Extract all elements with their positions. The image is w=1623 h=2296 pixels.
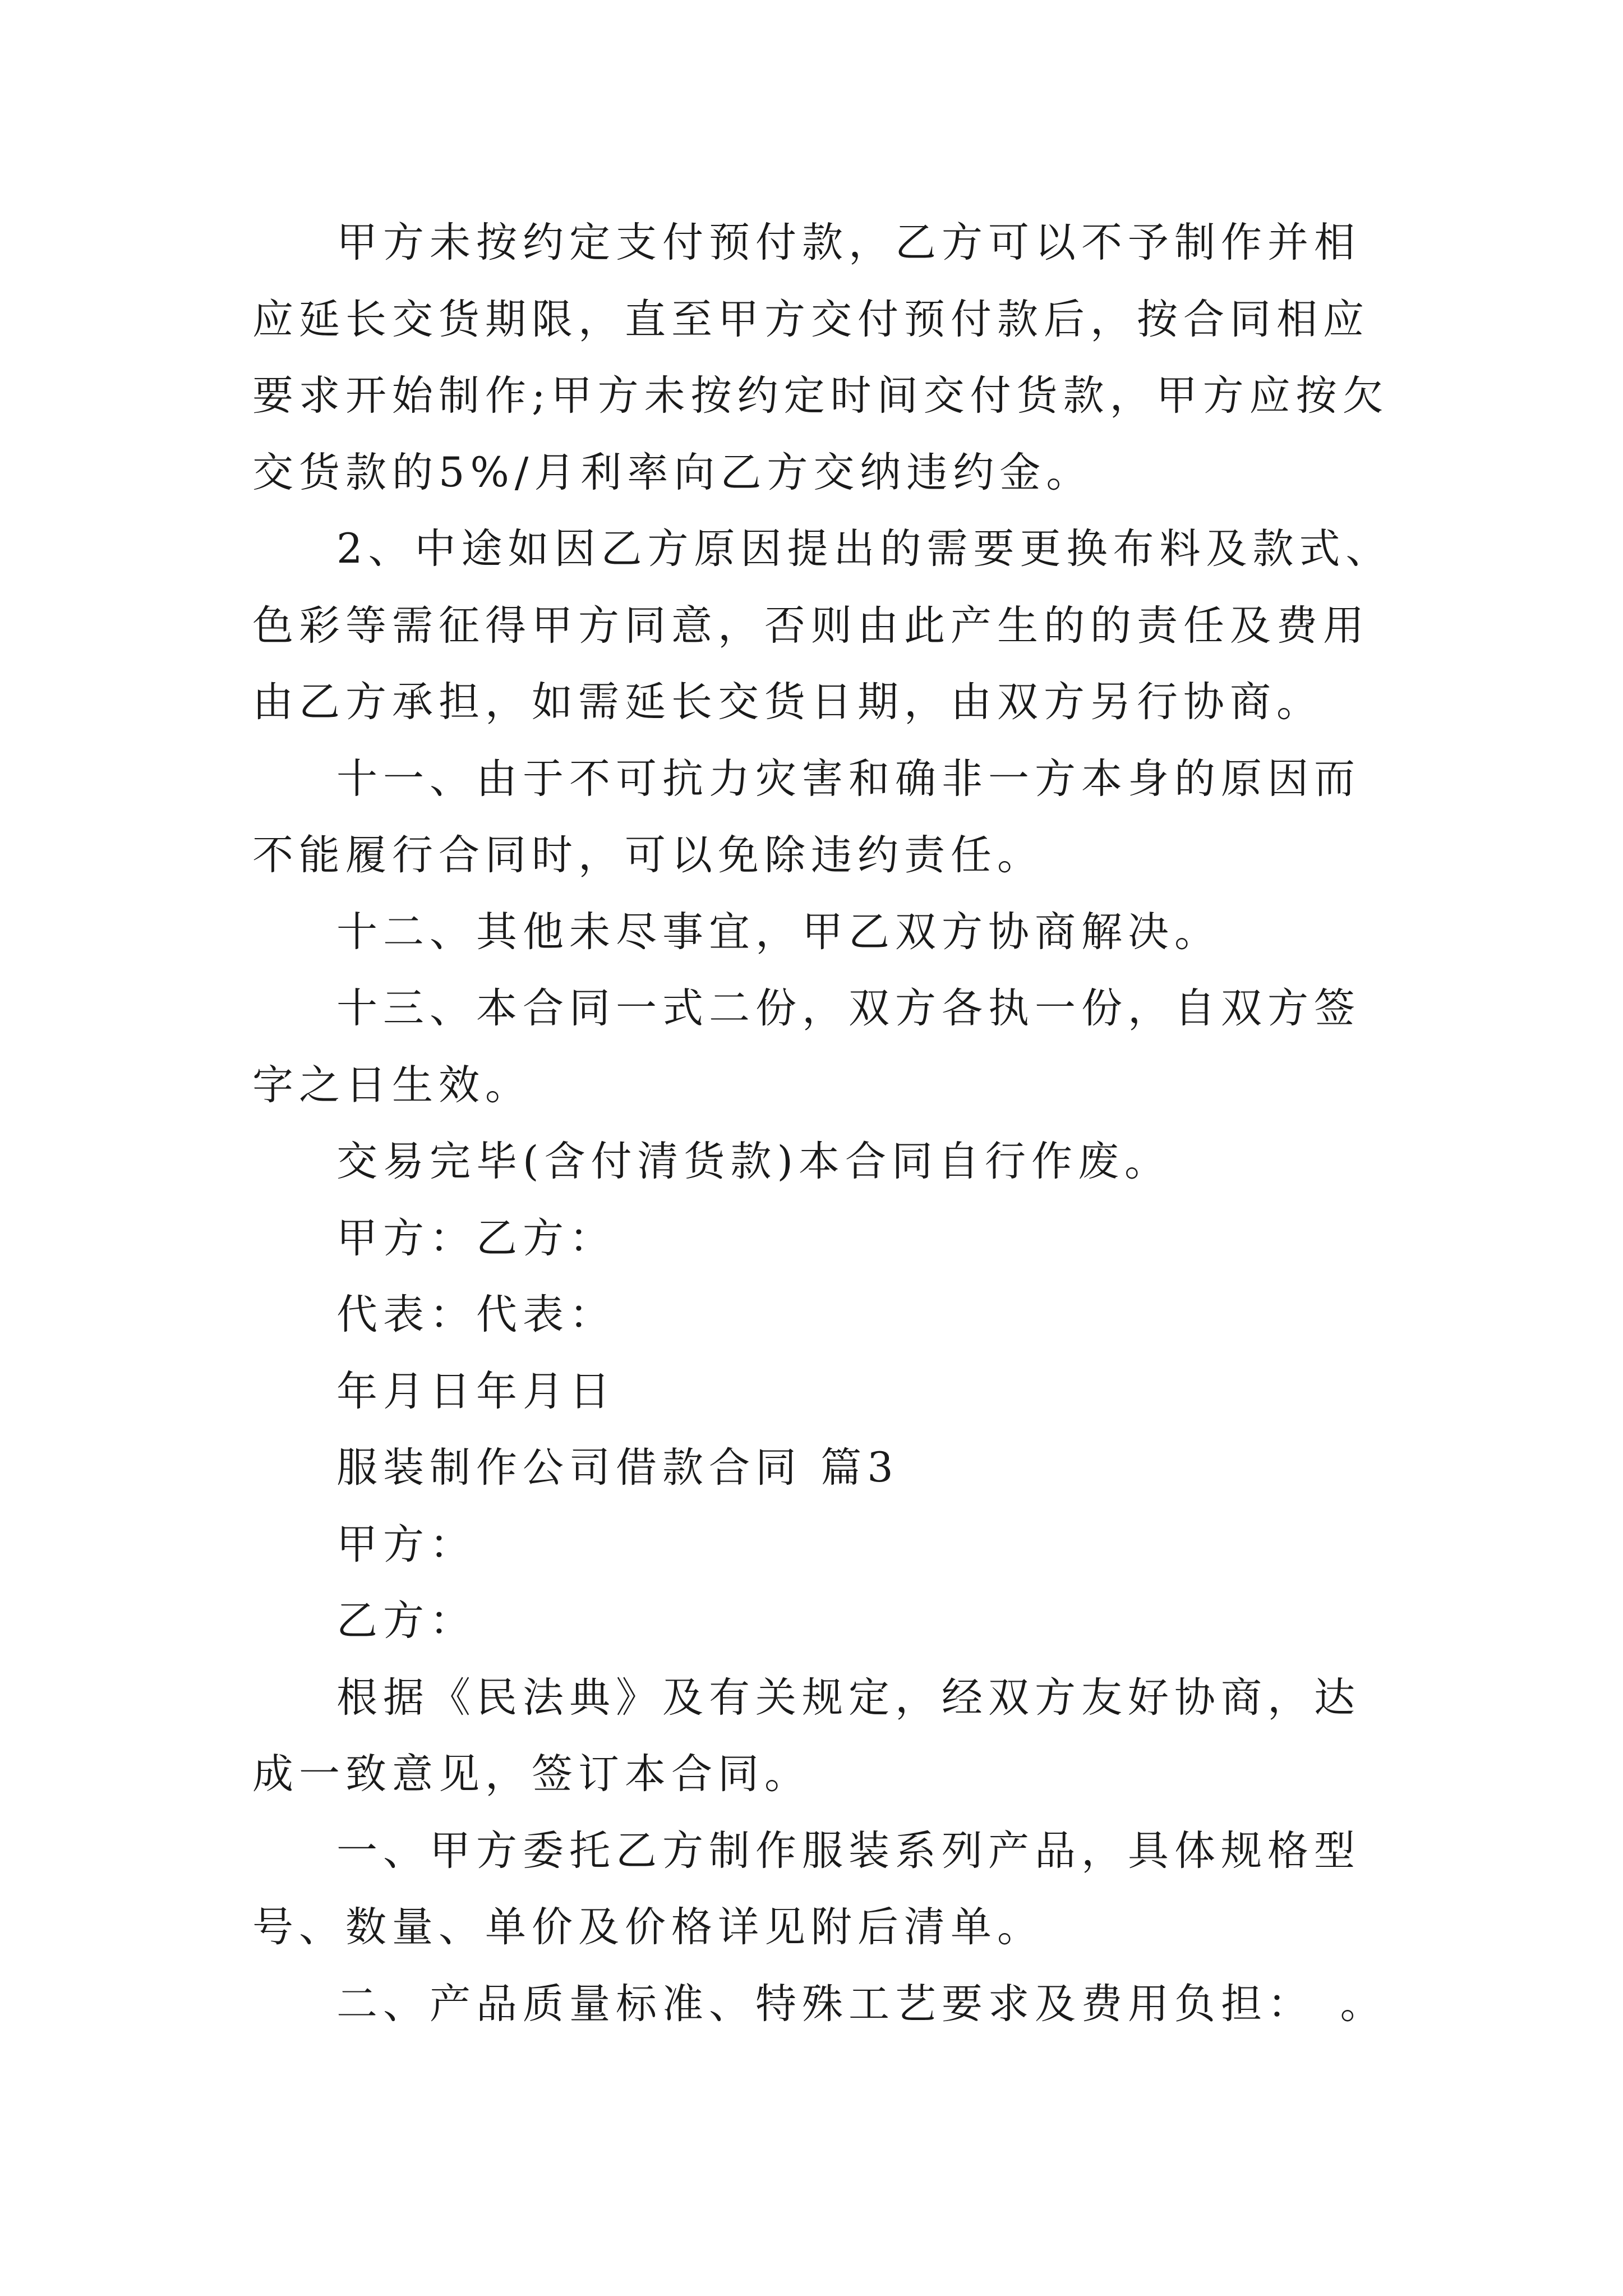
signature-parties: 甲方：乙方：	[336, 1214, 616, 1262]
signature-representatives: 代表：代表：	[336, 1291, 616, 1338]
signature-dates: 年月日年月日	[336, 1367, 616, 1415]
paragraph-clause-11: 十一、由于不可抗力灾害和确非一方本身的原因而不能履行合同时，可以免除违约责任。	[252, 754, 1361, 879]
paragraph-payment-default: 甲方未按约定支付预付款，乙方可以不予制作并相应延长交货期限，直至甲方交付预付款后，按合同相应要求开始制作;甲方未按约定时间交付货款，甲方应按欠交货款的5%/月利率向乙方交纳违约金。	[252, 219, 1389, 496]
document-body	[252, 205, 1396, 2042]
party-b-line: 乙方：	[336, 1597, 476, 1645]
paragraph-preamble: 根据《民法典》及有关规定，经双方友好协商，达成一致意见，签订本合同。	[252, 1673, 1361, 1798]
paragraph-clause-13: 十三、本合同一式二份，双方各执一份，自双方签字之日生效。	[252, 984, 1361, 1109]
paragraph-clause-2: 2、中途如因乙方原因提出的需要更换布料及款式、色彩等需征得甲方同意，否则由此产生的的责任及费用由乙方承担，如需延长交货日期，由双方另行协商。	[252, 525, 1393, 726]
party-a-line: 甲方：	[336, 1520, 476, 1568]
paragraph-clause-1: 一、甲方委托乙方制作服装系列产品，具体规格型号、数量、单价及价格详见附后清单。	[252, 1826, 1361, 1951]
paragraph-clause-2-quality: 二、产品质量标准、特殊工艺要求及费用负担： 。	[336, 1980, 1387, 2028]
paragraph-termination: 交易完毕(含付清货款)本合同自行作废。	[336, 1138, 1171, 1185]
paragraph-clause-12: 十二、其他未尽事宜，甲乙双方协商解决。	[336, 908, 1221, 956]
section-heading: 服装制作公司借款合同 篇3	[336, 1444, 899, 1492]
